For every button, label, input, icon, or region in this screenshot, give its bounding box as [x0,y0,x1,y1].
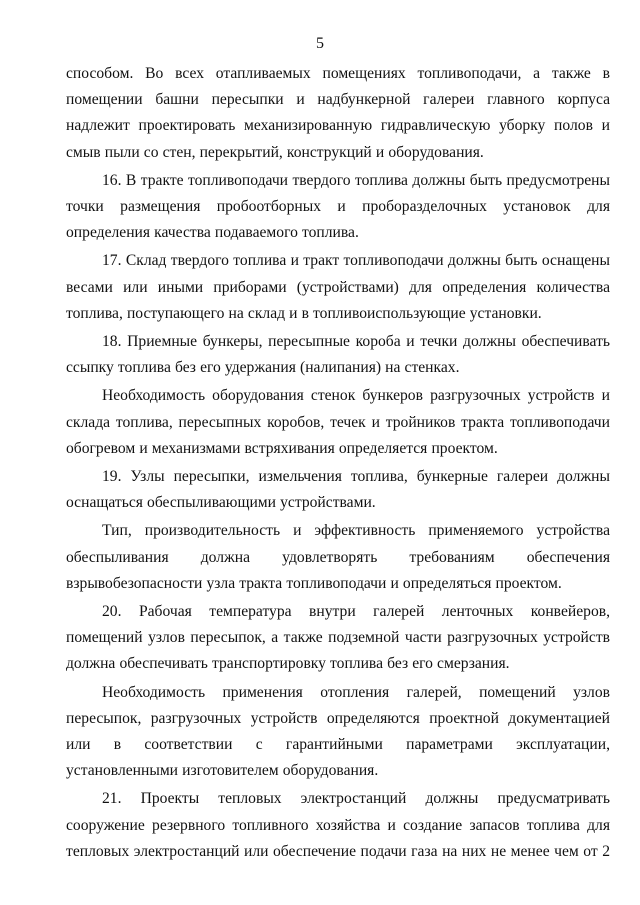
paragraph-continuation: способом. Во всех отапливаемых помещениях топливоподачи, а также в помещении башни пересыпки и надбункерной галереи главного корпуса надлежит проектировать механизированную гидравлическую уборку полов и смыв пыли со стен, перекрытий, конструкций и оборудования. [66,65,610,161]
page-number: 5 [316,35,324,52]
paragraph-item-18: 18. Приемные бункеры, пересыпные короба и течки должны обеспечивать ссыпку топлива без его удержания (налипания) на стенках. [66,333,610,377]
document-body [66,61,610,867]
paragraph-item-19: 19. Узлы пересыпки, измельчения топлива, бункерные галереи должны оснащаться обеспыливающими устройствами. [66,468,610,512]
paragraph-item-20: 20. Рабочая температура внутри галерей ленточных конвейеров, помещений узлов пересыпок, а также подземной части разгрузочных устройств должна обеспечивать транспортировку топлива без его смерзания. [66,603,610,673]
paragraph-item-19-note: Тип, производительность и эффективность применяемого устройства обеспыливания должна удовлетворять требованиям обеспечения взрывобезопасности узла тракта топливоподачи и определяться проектом. [66,522,610,592]
paragraph-item-21: 21. Проекты тепловых электростанций должны предусматривать сооружение резервного топливного хозяйства и создание запасов топлива для тепловых электростанций или обеспечение подачи газа на них не менее чем от 2 [66,790,610,860]
paragraph-item-17: 17. Склад твердого топлива и тракт топливоподачи должны быть оснащены весами или иными приборами (устройствами) для определения количества топлива, поступающего на склад и в топливоиспользующие установки. [66,252,610,322]
paragraph-item-18-note: Необходимость оборудования стенок бункеров разгрузочных устройств и склада топлива, пересыпных коробов, течек и тройников тракта топливоподачи обогревом и механизмами встряхивания определяется проектом. [66,387,610,457]
paragraph-item-20-note: Необходимость применения отопления галерей, помещений узлов пересыпок, разгрузочных устройств определяются проектной документацией или в соответствии с гарантийными параметрами эксплуатации, установленными изготовителем оборудования. [66,683,610,780]
paragraph-item-16: 16. В тракте топливоподачи твердого топлива должны быть предусмотрены точки размещения пробоотборных и проборазделочных установок для определения качества подаваемого топлива. [66,171,610,242]
